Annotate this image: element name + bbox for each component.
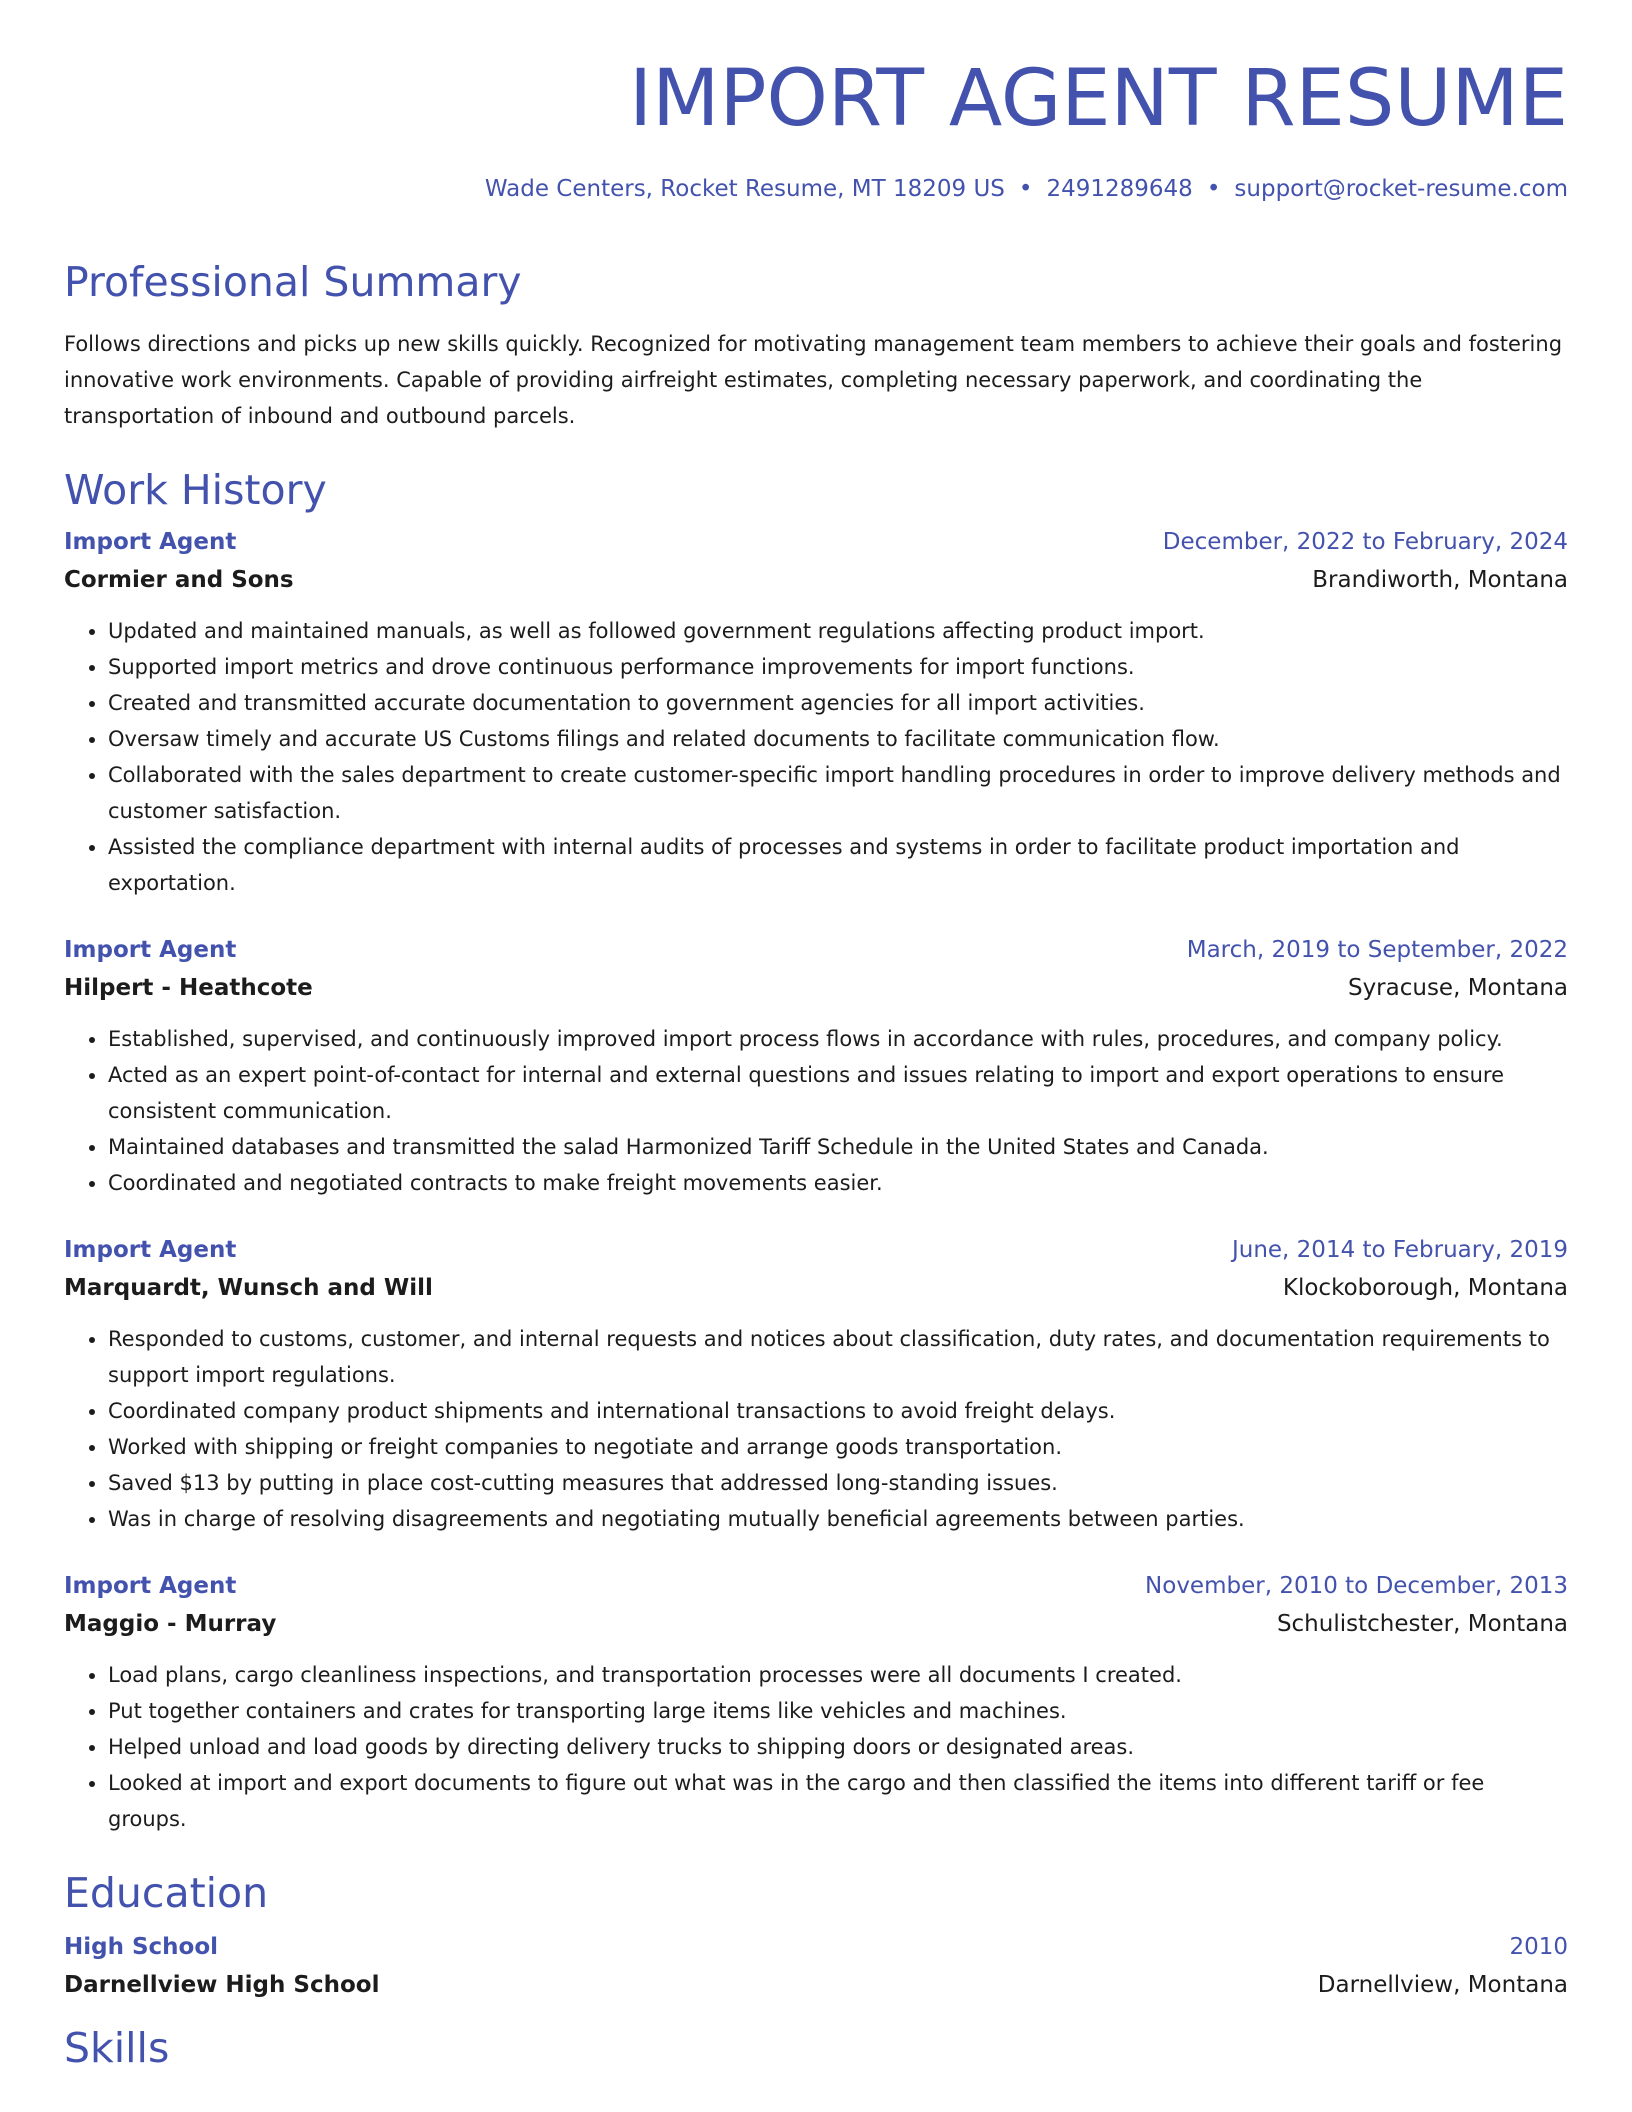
resume-page <box>64 0 1568 2072</box>
contact-address: Wade Centers, Rocket Resume, MT 18209 US <box>484 176 1005 202</box>
skills-heading: Skills <box>64 2024 170 2072</box>
job-bullet: • Assisted the compliance department with internal audits of processes and systems in order to facilitate product importation and exportation. <box>108 829 1568 901</box>
job-entry <box>64 1575 1568 1837</box>
job-location: Syracuse, Montana <box>1347 975 1568 1001</box>
job-bullet: • Maintained databases and transmitted the salad Harmonized Tariff Schedule in the United States and Canada. <box>108 1129 1568 1165</box>
job-bullet: • Load plans, cargo cleanliness inspections, and transportation processes were all documents I created. <box>108 1657 1568 1693</box>
job-bullet: • Worked with shipping or freight companies to negotiate and arrange goods transportation. <box>108 1429 1568 1465</box>
job-bullet-list <box>64 1021 1568 1201</box>
job-bullet: • Oversaw timely and accurate US Customs filings and related documents to facilitate communication flow. <box>108 721 1568 757</box>
job-bullet: • Responded to customs, customer, and internal requests and notices about classification, duty rates, and documentation requirements to support import regulations. <box>108 1321 1568 1393</box>
contact-phone: 2491289648 <box>1046 176 1193 202</box>
job-bullet: • Looked at import and export documents to figure out what was in the cargo and then classified the items into different tariff or fee groups. <box>108 1765 1568 1837</box>
job-bullet: • Acted as an expert point-of-contact for internal and external questions and issues relating to import and export operations to ensure consistent communication. <box>108 1057 1568 1129</box>
job-company: Marquardt, Wunsch and Will <box>64 1275 433 1301</box>
contact-separator: • <box>1018 176 1033 202</box>
job-location: Klockoborough, Montana <box>1282 1275 1568 1301</box>
job-company: Cormier and Sons <box>64 567 294 593</box>
contact-email[interactable]: support@rocket-resume.com <box>1234 176 1568 202</box>
job-bullet: • Put together containers and crates for transporting large items like vehicles and machines. <box>108 1693 1568 1729</box>
job-dates: March, 2019 to September, 2022 <box>1186 937 1568 963</box>
job-bullet: • Supported import metrics and drove continuous performance improvements for import functions. <box>108 649 1568 685</box>
summary-text: Follows directions and picks up new skills quickly. Recognized for motivating management team members to achieve their goals and fostering innovative work environments. Capable of providing airfreight estimates, completing necessary paperwork, and coordinating the transportation of inbound and outbound parcels. <box>64 332 1563 428</box>
job-company: Hilpert - Heathcote <box>64 975 313 1001</box>
education-year: 2010 <box>1509 1934 1568 1960</box>
job-title: Import Agent <box>64 1237 237 1263</box>
job-entry <box>64 939 1568 1201</box>
summary-heading: Professional Summary <box>64 258 522 306</box>
job-company: Maggio - Murray <box>64 1611 277 1637</box>
education-entry <box>64 1936 1568 2002</box>
education-school: Darnellview High School <box>64 1972 380 1998</box>
job-title: Import Agent <box>64 529 237 555</box>
job-bullet: • Established, supervised, and continuously improved import process flows in accordance with rules, procedures, and company policy. <box>108 1021 1568 1057</box>
job-entry <box>64 531 1568 901</box>
job-location: Schulistchester, Montana <box>1276 1611 1568 1637</box>
education-heading: Education <box>64 1869 269 1917</box>
job-bullet: • Saved $13 by putting in place cost-cutting measures that addressed long-standing issues. <box>108 1465 1568 1501</box>
resume-title: IMPORT AGENT RESUME <box>629 54 1568 144</box>
job-bullet: • Collaborated with the sales department to create customer-specific import handling procedures in order to improve delivery methods and customer satisfaction. <box>108 757 1568 829</box>
contact-line <box>64 178 1568 201</box>
contact-separator: • <box>1206 176 1221 202</box>
job-bullet-list <box>64 1321 1568 1537</box>
job-bullet: • Coordinated and negotiated contracts to make freight movements easier. <box>108 1165 1568 1201</box>
job-bullet-list <box>64 1657 1568 1837</box>
job-bullet: • Updated and maintained manuals, as well as followed government regulations affecting product import. <box>108 613 1568 649</box>
job-bullet: • Helped unload and load goods by directing delivery trucks to shipping doors or designated areas. <box>108 1729 1568 1765</box>
job-entry <box>64 1239 1568 1537</box>
job-bullet: • Created and transmitted accurate documentation to government agencies for all import activities. <box>108 685 1568 721</box>
job-bullet: • Was in charge of resolving disagreements and negotiating mutually beneficial agreements between parties. <box>108 1501 1568 1537</box>
job-location: Brandiworth, Montana <box>1312 567 1568 593</box>
job-dates: November, 2010 to December, 2013 <box>1145 1573 1568 1599</box>
job-dates: December, 2022 to February, 2024 <box>1162 529 1568 555</box>
job-dates: June, 2014 to February, 2019 <box>1231 1237 1568 1263</box>
education-degree: High School <box>64 1934 219 1960</box>
job-title: Import Agent <box>64 1573 237 1599</box>
job-bullet-list <box>64 613 1568 901</box>
education-location: Darnellview, Montana <box>1317 1972 1568 1998</box>
job-title: Import Agent <box>64 937 237 963</box>
job-list <box>64 531 1568 1837</box>
job-bullet: • Coordinated company product shipments and international transactions to avoid freight delays. <box>108 1393 1568 1429</box>
work-history-heading: Work History <box>64 466 327 514</box>
